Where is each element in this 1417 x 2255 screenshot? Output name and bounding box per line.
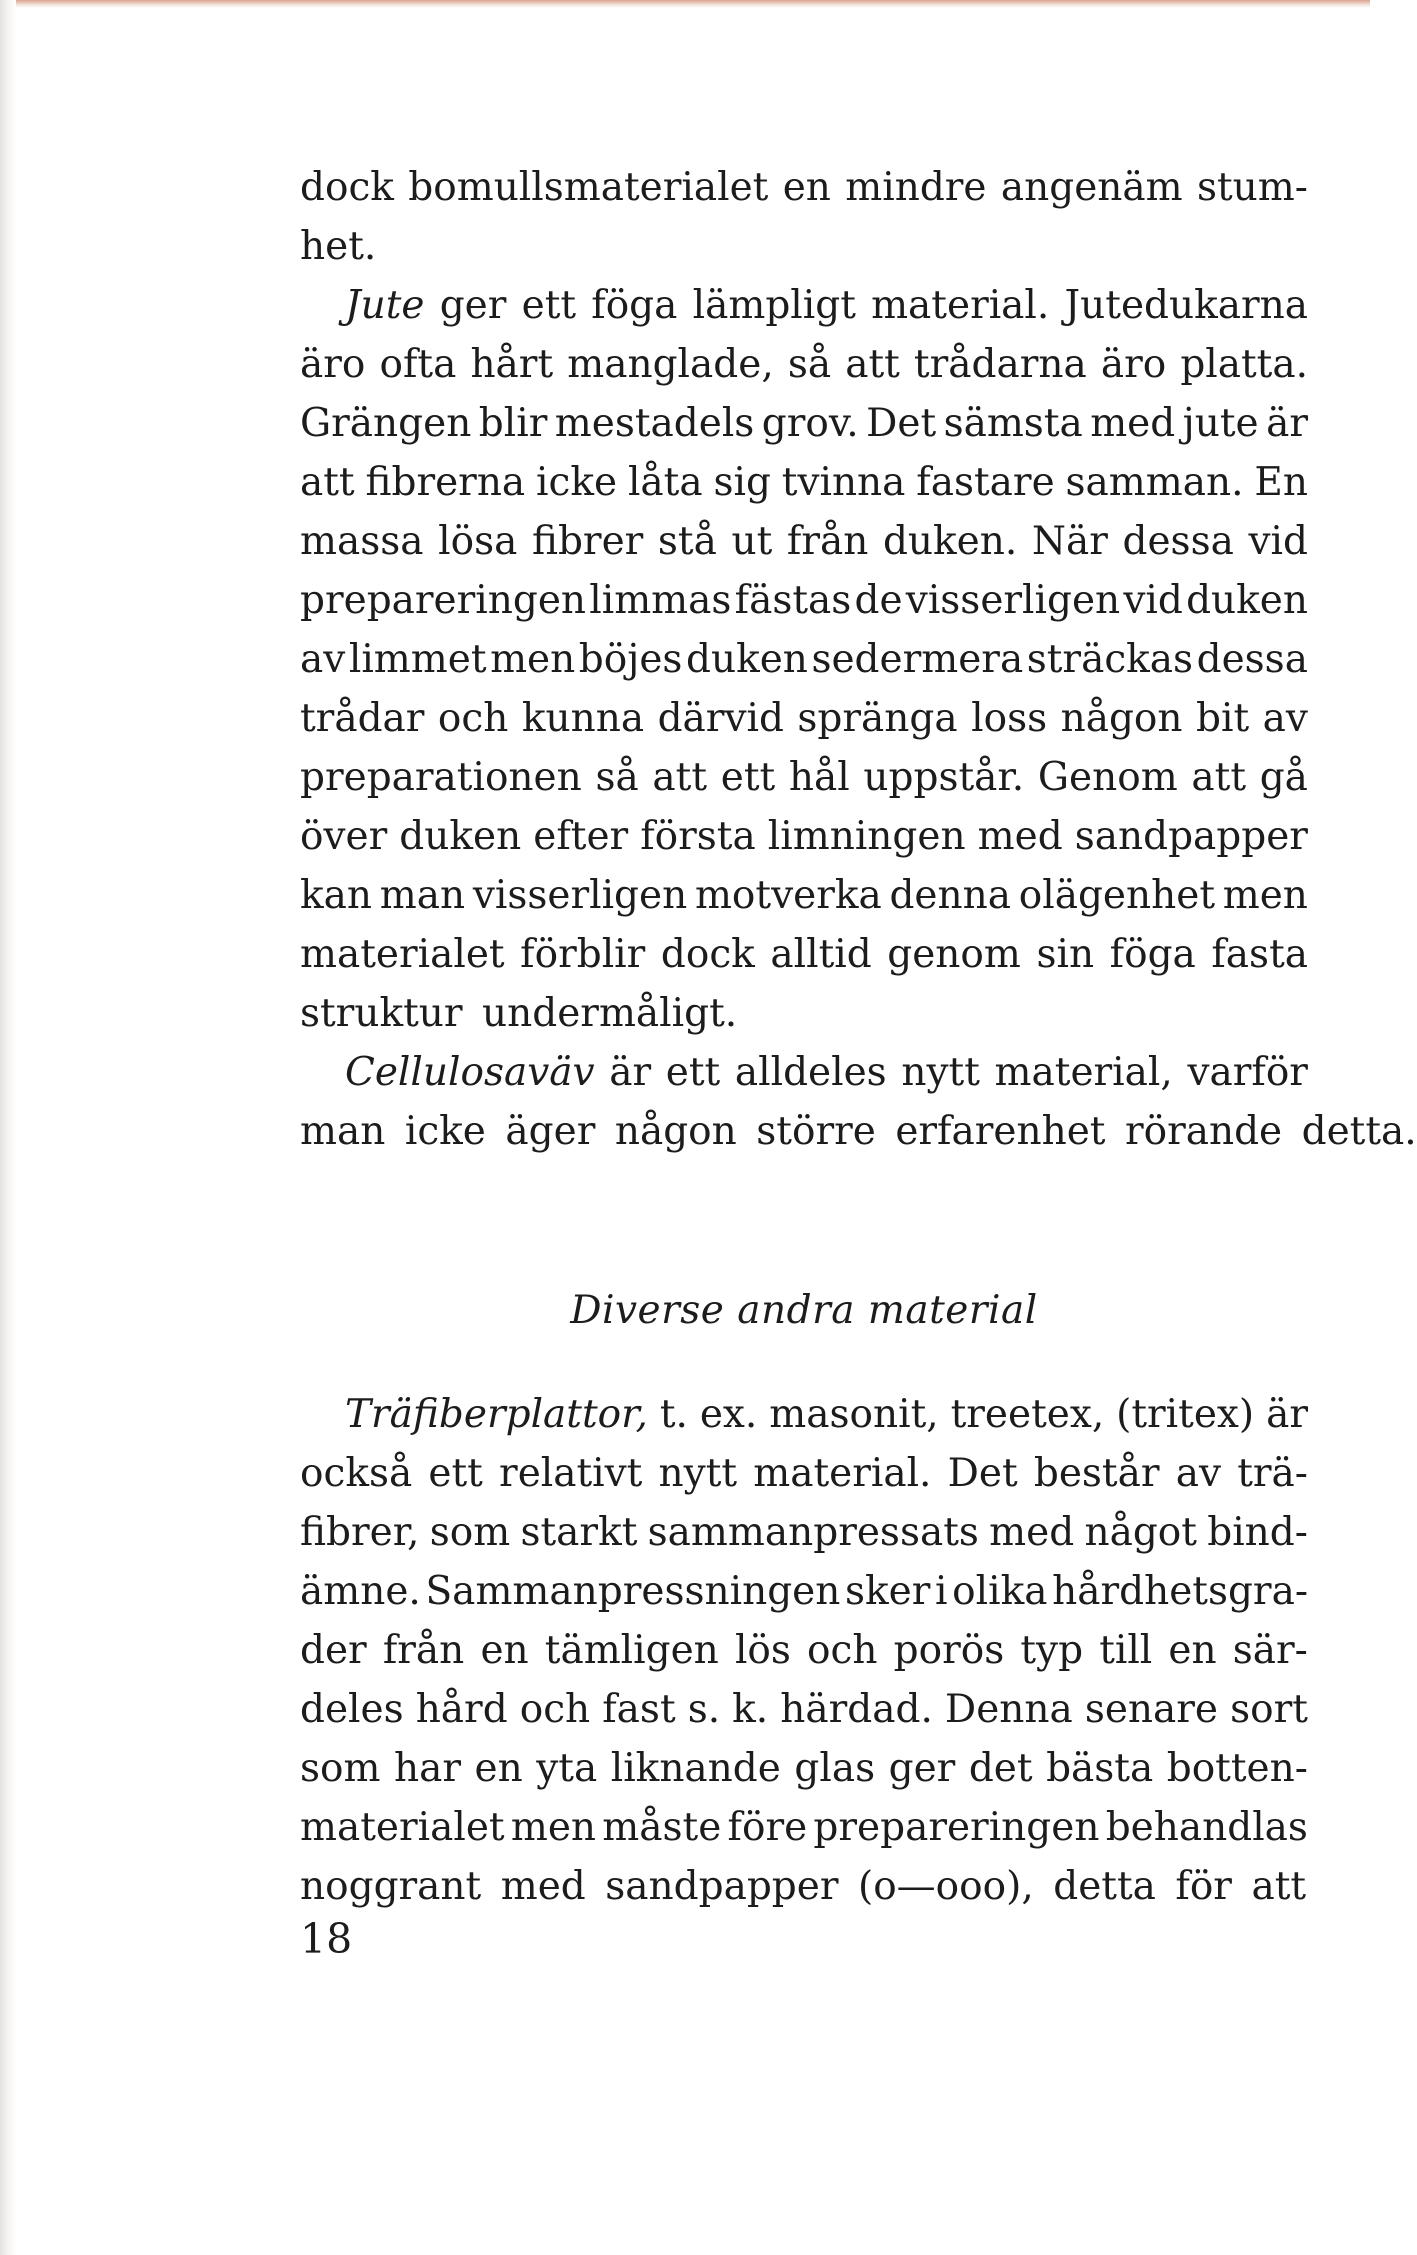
word: måste [602,1805,722,1850]
word: med [1090,401,1176,446]
word: så [787,342,832,387]
word: består [1033,1451,1160,1496]
text-line [300,571,1308,630]
word: deles [300,1687,404,1732]
word: större [756,1109,876,1154]
word: att [300,460,355,505]
word: material. [753,1451,932,1496]
word: duken [399,814,522,859]
italic-term: Träfiberplattor, [345,1392,648,1437]
word: av [1262,696,1308,741]
word: duken [1186,578,1308,623]
word: ett [720,755,776,800]
word: (o—ooo), [857,1864,1034,1909]
word: glas [794,1746,876,1791]
word: före [727,1805,808,1850]
word: genom [887,932,1021,977]
word: från [382,1628,465,1673]
word: som [429,1510,511,1555]
word: ofta [379,342,457,387]
word: över [300,814,388,859]
text-line [300,335,1308,394]
text-line [300,158,1308,217]
word: denna [889,873,1012,918]
word: tämligen [544,1628,719,1673]
body-text [300,158,1417,1916]
word: föga [1109,932,1196,977]
text-line [300,630,1308,689]
word: en [480,1628,529,1673]
word: och [519,1687,591,1732]
word: för [1175,1864,1232,1909]
section-heading: Diverse andra material [570,1288,1038,1333]
word: mindre [845,165,987,210]
text-line [300,1043,1308,1102]
paragraphs-before-heading [300,158,1417,1161]
word: bit [1196,696,1250,741]
word: botten- [1166,1746,1308,1791]
word: trä- [1237,1451,1308,1496]
word: gå [1259,755,1308,800]
word: grov. [761,401,859,446]
word: der [300,1628,367,1673]
word: någon [1060,696,1183,741]
word: manglade, [567,342,774,387]
word: något [1084,1510,1197,1555]
word: så [595,755,639,800]
word: sedermera [811,637,1024,682]
word: sandpapper [1074,814,1308,859]
word: fastare [916,460,1055,505]
word: olika [952,1569,1048,1614]
word: och [807,1628,878,1673]
word: Jutedukarna [1064,283,1308,328]
word: starkt [520,1510,638,1555]
word: av [300,637,346,682]
word: het. [300,224,377,269]
word: platta. [1180,342,1308,387]
paragraph [300,276,1308,1043]
word: ämne. [300,1569,421,1614]
word: man [300,1109,386,1154]
word: någon [614,1109,737,1154]
word: härdad. [780,1687,933,1732]
word: Grängen [300,401,472,446]
word: bind- [1207,1510,1308,1555]
word: dessa [1122,519,1234,564]
text-line [300,1857,1308,1916]
text-line [300,453,1308,512]
word: äger [505,1109,596,1154]
word: är [1266,1392,1308,1437]
word: trådar [300,696,425,741]
word: äro [300,342,366,387]
word: masonit, [769,1392,939,1437]
word: senare [1084,1687,1219,1732]
word: lös [734,1628,791,1673]
word: (tritex) [1116,1392,1255,1437]
word: porös [893,1628,1005,1673]
word: uppstår. [863,755,1025,800]
word: äro [1100,342,1167,387]
word: icke [404,1109,486,1154]
word: föga [591,283,678,328]
italic-term: Cellulosaväv [345,1050,595,1095]
word: sträckas [1026,637,1194,682]
text-line [300,276,1308,335]
text-line [300,1385,1308,1444]
word: behandlas [1105,1805,1308,1850]
text-line [300,1739,1308,1798]
word: sker [845,1569,931,1614]
word: Det [947,1451,1018,1496]
word: men [510,1805,597,1850]
page-number: 18 [300,1915,353,1963]
word: ex. [699,1392,758,1437]
word: sammanpressats [647,1510,979,1555]
text-line [300,394,1308,453]
word: det [968,1746,1033,1791]
word: i [935,1569,948,1614]
word: dock [300,165,394,210]
word: kan [300,873,373,918]
word: Genom [1037,755,1178,800]
word: angenäm [1000,165,1183,210]
word: sämsta [943,401,1083,446]
text-line [300,866,1308,925]
word: Denna [944,1687,1073,1732]
paragraph [300,158,1308,276]
word: En [1254,460,1308,505]
word: att [1251,1864,1307,1909]
word: treetex, [950,1392,1105,1437]
text-line [300,512,1308,571]
word: ut [731,519,773,564]
word: förblir [520,932,646,977]
word: från [786,519,869,564]
word: limmas [589,578,732,623]
word: som [300,1746,381,1791]
word: ger [439,283,507,328]
word: tvinna [781,460,906,505]
word: och [437,696,509,741]
word: hål [788,755,850,800]
word: ett [428,1451,483,1496]
word: liknande [610,1746,781,1791]
word: duken [685,637,808,682]
word: typ [1020,1628,1084,1673]
word: med [989,1510,1075,1555]
text-line [300,748,1308,807]
word: att [845,342,900,387]
word: att [1191,755,1247,800]
text-line [300,1562,1308,1621]
word: detta. [1301,1109,1417,1154]
word: Sammanpressningen [425,1569,841,1614]
word: böjes [578,637,683,682]
word: en [1168,1628,1217,1673]
word: en [474,1746,523,1791]
word: detta [1053,1864,1156,1909]
paragraph [300,1043,1417,1161]
word: undermåligt. [482,991,738,1036]
word: dock [660,932,755,977]
word: limmet [348,637,487,682]
word: fibrerna [365,460,526,505]
word: prepareringen [300,578,587,623]
word: efter [533,814,629,859]
text-line [300,217,1308,276]
word: varför [1187,1050,1308,1095]
word: men [490,637,576,682]
word: men [1222,873,1308,918]
word: loss [971,696,1048,741]
word: de [854,578,903,623]
word: sandpapper [605,1864,839,1909]
word: kunna [521,696,645,741]
word: material. [871,283,1050,328]
word: stum- [1196,165,1308,210]
word: mestadels [554,401,755,446]
word: första [640,814,756,859]
word: k. [732,1687,769,1732]
word: visserligen [472,873,688,918]
word: limningen [767,814,966,859]
paragraph [300,1385,1308,1916]
word: man [379,873,466,918]
word: med [500,1864,586,1909]
word: sin [1036,932,1095,977]
text-line [300,984,1308,1043]
word: alldeles [734,1050,887,1095]
word: massa [300,519,424,564]
word: en [782,165,831,210]
word: fasta [1211,932,1308,977]
word: nytt [901,1050,980,1095]
page-top-edge [0,0,1370,8]
word: jute [1182,401,1259,446]
word: att [652,755,708,800]
word: material, [994,1050,1173,1095]
word: hårdhetsgra- [1052,1569,1308,1614]
word: yta [536,1746,598,1791]
word: alltid [770,932,872,977]
paragraphs-after-heading [300,1385,1308,1916]
word: därvid [657,696,784,741]
word: När [1031,519,1108,564]
word: är [1266,401,1308,446]
text-line [300,807,1308,866]
word: prepareringen [813,1805,1100,1850]
word: t. [659,1392,688,1437]
word: blir [478,401,548,446]
word: ett [665,1050,721,1095]
word: relativt [499,1451,643,1496]
word: fibrer, [300,1510,420,1555]
word: till [1099,1628,1153,1673]
text-line [300,1798,1308,1857]
text-line [300,1503,1308,1562]
word: med [977,814,1063,859]
text-line [300,1621,1308,1680]
word: sort [1230,1687,1308,1732]
word: bomullsmaterialet [408,165,769,210]
word: är [609,1050,652,1095]
word: noggrant [300,1864,482,1909]
word: visserligen [905,578,1121,623]
text-line [300,1680,1308,1739]
word: materialet [300,1805,505,1850]
word: nytt [658,1451,738,1496]
word: lösa [438,519,518,564]
word: också [300,1451,413,1496]
word: fästas [734,578,852,623]
word: rörande [1124,1109,1283,1154]
word: dessa [1196,637,1308,682]
word: sär- [1232,1628,1308,1673]
word: spränga [797,696,958,741]
text-line [300,689,1308,748]
word: s. [687,1687,721,1732]
word: ger [888,1746,956,1791]
word: stå [657,519,717,564]
word: erfarenhet [895,1109,1106,1154]
word: av [1175,1451,1221,1496]
italic-term: Jute [345,283,425,328]
word: sig [713,460,771,505]
word: ett [521,283,577,328]
word: olägenhet [1018,873,1215,918]
word: fibrer [531,519,644,564]
word: materialet [300,932,505,977]
word: preparationen [300,755,582,800]
page-left-edge [0,0,16,2255]
word: fast [602,1687,676,1732]
text-line [300,925,1308,984]
word: bästa [1046,1746,1154,1791]
text-line [300,1102,1417,1161]
word: låta [627,460,703,505]
text-line [300,1444,1308,1503]
word: vid [1248,519,1308,564]
word: har [394,1746,462,1791]
word: icke [536,460,618,505]
word: struktur [300,991,463,1036]
word: motverka [694,873,882,918]
word: samman. [1065,460,1244,505]
word: hårt [470,342,554,387]
word: Det [866,401,937,446]
word: trådarna [913,342,1087,387]
word: vid [1123,578,1183,623]
word: lämpligt [692,283,856,328]
word: duken. [882,519,1018,564]
word: hård [415,1687,508,1732]
